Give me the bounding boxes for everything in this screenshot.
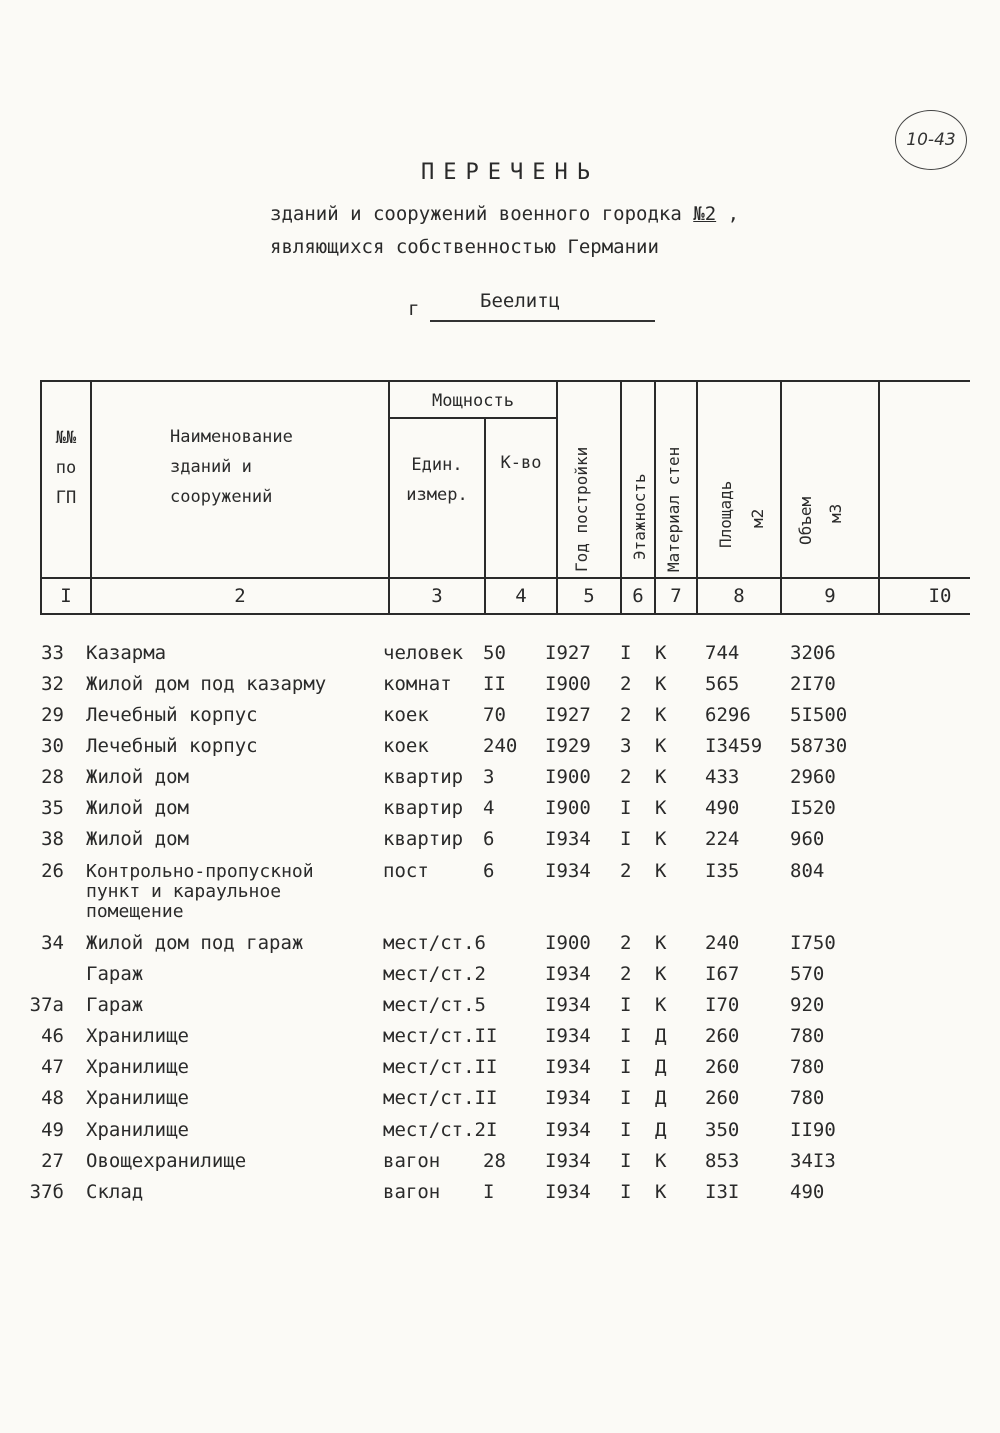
cell-name: Овощехранилище xyxy=(86,1150,247,1172)
cell-material: К xyxy=(655,963,667,985)
cell-floors: I xyxy=(620,828,632,850)
cell-name: Контрольно-пропускной пункт и караульное помещение xyxy=(86,861,314,922)
cell-unit: квартир xyxy=(383,797,464,819)
table-row xyxy=(0,1025,1000,1055)
table-row xyxy=(0,963,1000,993)
header-name-line2: зданий и xyxy=(170,457,252,477)
cell-volume: I520 xyxy=(790,797,836,819)
cell-area: 260 xyxy=(705,1087,740,1109)
city-underline xyxy=(430,320,655,322)
cell-volume: 2I70 xyxy=(790,673,836,695)
header-name xyxy=(140,422,390,512)
cell-name: Жилой дом под гараж xyxy=(86,932,304,954)
cell-no: 38 xyxy=(41,828,64,850)
cell-material: К xyxy=(655,1181,667,1203)
column-number-border xyxy=(40,613,970,615)
colnum-8: 8 xyxy=(733,585,745,607)
cell-volume: II90 xyxy=(790,1119,836,1141)
table-row xyxy=(0,994,1000,1024)
table-row xyxy=(0,673,1000,703)
cell-material: К xyxy=(655,860,667,882)
col-line-4 xyxy=(556,380,558,614)
cell-name: Лечебный корпус xyxy=(86,704,258,726)
cell-material: К xyxy=(655,704,667,726)
cell-unit: мест/ст.II xyxy=(383,1056,498,1078)
table-row xyxy=(0,704,1000,734)
colnum-6: 6 xyxy=(632,585,644,607)
cell-no: 34 xyxy=(41,932,64,954)
cell-name: Жилой дом xyxy=(86,766,189,788)
header-name-line3: сооружений xyxy=(170,487,273,507)
cell-unit: квартир xyxy=(383,766,464,788)
document-title: ПЕРЕЧЕНЬ xyxy=(421,160,599,185)
table-row xyxy=(0,766,1000,796)
cell-no: 35 xyxy=(41,797,64,819)
cell-qty: 6 xyxy=(483,828,495,850)
table-row xyxy=(0,1119,1000,1149)
cell-unit: вагон xyxy=(383,1150,441,1172)
cell-year: I934 xyxy=(545,1087,591,1109)
cell-area: 6296 xyxy=(705,704,751,726)
cell-unit: мест/ст.II xyxy=(383,1087,498,1109)
header-no-line1: №№ xyxy=(55,428,77,448)
cell-year: I900 xyxy=(545,932,591,954)
cell-floors: I xyxy=(620,994,632,1016)
cell-floors: I xyxy=(620,1181,632,1203)
cell-year: I934 xyxy=(545,963,591,985)
cell-material: К xyxy=(655,766,667,788)
colnum-1: I xyxy=(60,585,72,607)
header-name-line1: Наименование xyxy=(170,427,293,447)
cell-floors: I xyxy=(620,1056,632,1078)
cell-year: I934 xyxy=(545,828,591,850)
header-area xyxy=(716,481,735,548)
subtitle-text: зданий и сооружений военного городка xyxy=(270,203,694,225)
colnum-5: 5 xyxy=(583,585,595,607)
cell-volume: I750 xyxy=(790,932,836,954)
header-area-text: Площадь xyxy=(716,480,735,548)
cell-material: К xyxy=(655,1150,667,1172)
col-line-8 xyxy=(780,380,782,614)
colnum-2: 2 xyxy=(234,585,246,607)
cell-year: I927 xyxy=(545,704,591,726)
city-prefix: г xyxy=(408,298,420,320)
cell-year: I934 xyxy=(545,1119,591,1141)
table-row xyxy=(0,797,1000,827)
cell-no: 47 xyxy=(41,1056,64,1078)
cell-floors: 2 xyxy=(620,860,632,882)
table-row xyxy=(0,860,1000,922)
cell-material: К xyxy=(655,673,667,695)
header-volume: Объем xyxy=(796,496,815,545)
cell-no: 49 xyxy=(41,1119,64,1141)
cell-volume: 490 xyxy=(790,1181,825,1203)
cell-area: I3459 xyxy=(705,735,763,757)
header-year: Год постройки xyxy=(572,446,591,572)
cell-name: Гараж xyxy=(86,963,144,985)
cell-area: I35 xyxy=(705,860,740,882)
cell-unit: комнат xyxy=(383,673,452,695)
cell-floors: 3 xyxy=(620,735,632,757)
cell-area: 260 xyxy=(705,1056,740,1078)
cell-unit: мест/ст.6 xyxy=(383,932,486,954)
colnum-10: I0 xyxy=(928,585,952,607)
cell-year: I934 xyxy=(545,1181,591,1203)
cell-material: К xyxy=(655,797,667,819)
header-capacity: Мощность xyxy=(432,391,514,411)
cell-area: 744 xyxy=(705,642,740,664)
cell-floors: 2 xyxy=(620,704,632,726)
cell-floors: I xyxy=(620,642,632,664)
cell-floors: 2 xyxy=(620,932,632,954)
cell-unit: мест/ст.2 xyxy=(383,963,486,985)
header-area-unit: м2 xyxy=(748,508,767,528)
cell-material: К xyxy=(655,932,667,954)
cell-qty: 240 xyxy=(483,735,518,757)
cell-qty: 70 xyxy=(483,704,506,726)
cell-volume: 780 xyxy=(790,1087,825,1109)
cell-name: Склад xyxy=(86,1181,144,1203)
cell-unit: квартир xyxy=(383,828,464,850)
table-row xyxy=(0,1181,1000,1211)
cell-volume: 5I500 xyxy=(790,704,848,726)
cell-volume: 58730 xyxy=(790,735,848,757)
cell-no: 32 xyxy=(41,673,64,695)
cell-no: 48 xyxy=(41,1087,64,1109)
cell-material: К xyxy=(655,642,667,664)
cell-year: I934 xyxy=(545,1025,591,1047)
cell-unit: мест/ст.2I xyxy=(383,1119,498,1141)
header-unit-line2: измер. xyxy=(406,485,468,505)
header-no xyxy=(42,423,90,513)
cell-area: 490 xyxy=(705,797,740,819)
cell-floors: I xyxy=(620,1119,632,1141)
cell-year: I900 xyxy=(545,797,591,819)
header-material: Материал стен xyxy=(664,446,683,572)
cell-material: Д xyxy=(655,1119,667,1141)
cell-name: Хранилище xyxy=(86,1056,189,1078)
table-row xyxy=(0,828,1000,858)
header-floors: Этажность xyxy=(630,473,649,560)
cell-qty: 6 xyxy=(483,860,495,882)
cell-area: 260 xyxy=(705,1025,740,1047)
cell-qty: 50 xyxy=(483,642,506,664)
table-row xyxy=(0,932,1000,962)
cell-no: 37б xyxy=(29,1181,64,1203)
cell-volume: 34I3 xyxy=(790,1150,836,1172)
header-bottom-border xyxy=(40,577,970,579)
cell-area: I3I xyxy=(705,1181,740,1203)
cell-unit: мест/ст.5 xyxy=(383,994,486,1016)
header-no-line3: ГП xyxy=(55,488,77,508)
header-unit xyxy=(390,450,484,510)
cell-area: 224 xyxy=(705,828,740,850)
cell-no: 29 xyxy=(41,704,64,726)
cell-area: 433 xyxy=(705,766,740,788)
cell-material: К xyxy=(655,735,667,757)
cell-year: I900 xyxy=(545,766,591,788)
colnum-3: 3 xyxy=(431,585,443,607)
cell-area: 565 xyxy=(705,673,740,695)
table-top-border xyxy=(40,380,970,382)
cell-unit: мест/ст.II xyxy=(383,1025,498,1047)
cell-volume: 570 xyxy=(790,963,825,985)
cell-qty: 4 xyxy=(483,797,495,819)
cell-year: I927 xyxy=(545,642,591,664)
header-no-line2: по xyxy=(55,458,77,478)
header-unit-line1: Един. xyxy=(411,455,463,475)
document-subtitle-line1 xyxy=(270,203,739,225)
table-row xyxy=(0,1150,1000,1180)
cell-floors: 2 xyxy=(620,766,632,788)
table-row xyxy=(0,1056,1000,1086)
cell-unit: пост xyxy=(383,860,429,882)
cell-unit: коек xyxy=(383,704,429,726)
cell-no: 46 xyxy=(41,1025,64,1047)
capacity-divider xyxy=(388,417,556,419)
cell-floors: I xyxy=(620,1025,632,1047)
cell-area: I70 xyxy=(705,994,740,1016)
subtitle-suffix: , xyxy=(716,203,740,225)
cell-volume: 920 xyxy=(790,994,825,1016)
cell-qty: 3 xyxy=(483,766,495,788)
cell-year: I934 xyxy=(545,860,591,882)
cell-area: I67 xyxy=(705,963,740,985)
cell-volume: 960 xyxy=(790,828,825,850)
cell-no: 28 xyxy=(41,766,64,788)
header-volume-unit: м3 xyxy=(826,503,845,523)
cell-qty: I xyxy=(483,1181,495,1203)
cell-name: Хранилище xyxy=(86,1025,189,1047)
cell-volume: 780 xyxy=(790,1056,825,1078)
cell-name: Хранилище xyxy=(86,1119,189,1141)
cell-name: Хранилище xyxy=(86,1087,189,1109)
cell-area: 853 xyxy=(705,1150,740,1172)
cell-no: 26 xyxy=(41,860,64,882)
cell-qty: II xyxy=(483,673,506,695)
cell-volume: 3206 xyxy=(790,642,836,664)
cell-name: Гараж xyxy=(86,994,144,1016)
cell-material: Д xyxy=(655,1087,667,1109)
cell-name: Жилой дом под казарму xyxy=(86,673,327,695)
cell-area: 240 xyxy=(705,932,740,954)
header-qty: К-во xyxy=(500,453,542,473)
table-row xyxy=(0,642,1000,672)
city-name: Беелитц xyxy=(480,290,561,312)
colnum-7: 7 xyxy=(670,585,682,607)
cell-floors: I xyxy=(620,1087,632,1109)
colnum-9: 9 xyxy=(824,585,836,607)
colnum-4: 4 xyxy=(515,585,527,607)
cell-name: Жилой дом xyxy=(86,828,189,850)
cell-year: I900 xyxy=(545,673,591,695)
col-line-1 xyxy=(90,380,92,614)
cell-unit: коек xyxy=(383,735,429,757)
cell-area: 350 xyxy=(705,1119,740,1141)
cell-volume: 804 xyxy=(790,860,825,882)
cell-year: I934 xyxy=(545,994,591,1016)
col-line-9 xyxy=(878,380,880,614)
cell-name: Жилой дом xyxy=(86,797,189,819)
cell-year: I934 xyxy=(545,1150,591,1172)
cell-no: 37а xyxy=(29,994,64,1016)
col-line-7 xyxy=(696,380,698,614)
table-row xyxy=(0,1087,1000,1117)
town-number: №2 xyxy=(693,203,717,225)
cell-material: К xyxy=(655,828,667,850)
cell-unit: вагон xyxy=(383,1181,441,1203)
cell-unit: человек xyxy=(383,642,464,664)
cell-volume: 2960 xyxy=(790,766,836,788)
cell-material: К xyxy=(655,994,667,1016)
cell-year: I934 xyxy=(545,1056,591,1078)
cell-no: 27 xyxy=(41,1150,64,1172)
cell-floors: 2 xyxy=(620,673,632,695)
cell-material: Д xyxy=(655,1025,667,1047)
cell-floors: 2 xyxy=(620,963,632,985)
col-line-5 xyxy=(620,380,622,614)
cell-name: Казарма xyxy=(86,642,167,664)
archive-stamp: 10-43 xyxy=(895,110,967,170)
cell-material: Д xyxy=(655,1056,667,1078)
document-subtitle-line2: являющихся собственностью Германии xyxy=(270,236,659,258)
cell-floors: I xyxy=(620,797,632,819)
cell-floors: I xyxy=(620,1150,632,1172)
cell-volume: 780 xyxy=(790,1025,825,1047)
cell-no: 30 xyxy=(41,735,64,757)
cell-no: 33 xyxy=(41,642,64,664)
col-line-6 xyxy=(654,380,656,614)
table-row xyxy=(0,735,1000,765)
cell-name: Лечебный корпус xyxy=(86,735,258,757)
cell-qty: 28 xyxy=(483,1150,506,1172)
cell-year: I929 xyxy=(545,735,591,757)
